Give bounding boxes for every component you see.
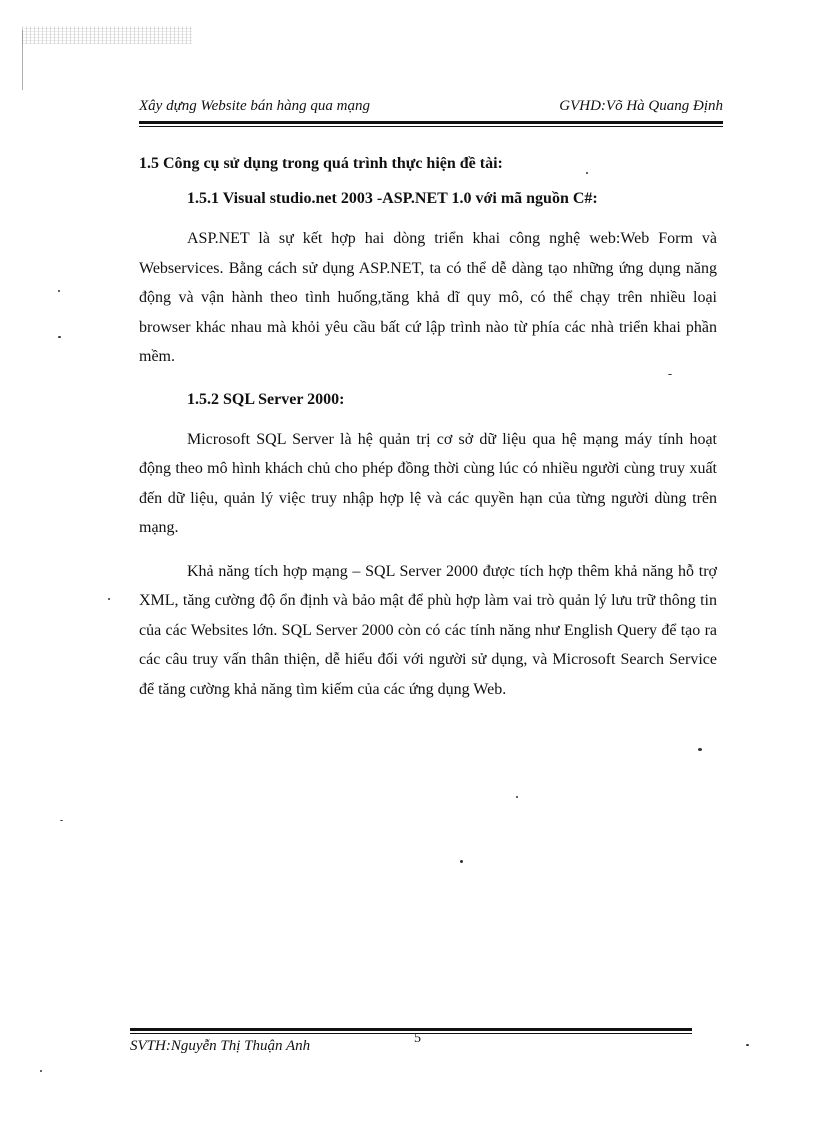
page-number: 5 bbox=[414, 1031, 421, 1046]
scan-speck bbox=[58, 336, 61, 338]
scan-speck bbox=[746, 1044, 749, 1046]
footer-rule bbox=[130, 1028, 692, 1031]
paragraph-sql-server: Microsoft SQL Server là hệ quản trị cơ sở dữ liệu qua hệ mạng máy tính hoạt động theo mô hình khách chủ cho phép đồng thời cùng lúc có nhiều người cùng truy xuất đến dữ liệu, quản lý việc truy nhập hợp lệ và các quyền hạn của từng người dùng trên mạng. bbox=[139, 430, 717, 536]
subsection-title-visual-studio: 1.5.1 Visual studio.net 2003 -ASP.NET 1.0 với mã nguồn C#: bbox=[187, 190, 598, 207]
header-title: Xây dựng Website bán hàng qua mạng bbox=[139, 98, 370, 114]
scan-edge bbox=[22, 30, 23, 90]
scan-speck bbox=[586, 172, 588, 174]
scan-speck bbox=[58, 290, 60, 292]
subsection-title-sql-server: 1.5.2 SQL Server 2000: bbox=[187, 390, 345, 408]
scan-speck bbox=[40, 1070, 42, 1072]
scan-noise bbox=[22, 26, 192, 44]
scan-speck bbox=[460, 860, 463, 863]
footer-rule-thin bbox=[130, 1033, 692, 1034]
scan-speck bbox=[698, 748, 702, 751]
page-content bbox=[139, 154, 717, 704]
paragraph-aspnet: ASP.NET là sự kết hợp hai dòng triển khai công nghệ web:Web Form và Webservices. Bằng cách sử dụng ASP.NET, ta có thể dễ dàng tạo những ứng dụng năng động và vận hành theo tình huống,tăng khả dĩ quy mô, có thể chạy trên nhiều loại browser khác nhau mà khỏi yêu cầu bất cứ lập trình nào từ phía các nhà triển khai phần mềm. bbox=[139, 230, 717, 365]
header-rule-thin bbox=[139, 126, 723, 127]
footer-student: SVTH:Nguyễn Thị Thuận Anh bbox=[130, 1038, 311, 1054]
paragraph-sql-features: Khả năng tích hợp mạng – SQL Server 2000 được tích hợp thêm khả năng hỗ trợ XML, tăng cường độ ổn định và bảo mật để phù hợp làm vai trò quản lý lưu trữ thông tin của các Websites lớn. SQL Server 2000 còn có các tính năng như English Query để tạo ra các câu truy vấn thân thiện, dễ hiểu đối với người sử dụng, và Microsoft Search Service để tăng cường khả năng tìm kiếm của các ứng dụng Web. bbox=[139, 562, 717, 698]
header-rule bbox=[139, 121, 723, 124]
section-title: 1.5 Công cụ sử dụng trong quá trình thực hiện đề tài: bbox=[139, 155, 503, 172]
scan-speck bbox=[108, 598, 110, 600]
scan-speck bbox=[516, 796, 518, 798]
scan-speck bbox=[668, 374, 672, 375]
scan-speck bbox=[60, 820, 63, 821]
header-advisor: GVHD:Võ Hà Quang Định bbox=[559, 98, 723, 114]
